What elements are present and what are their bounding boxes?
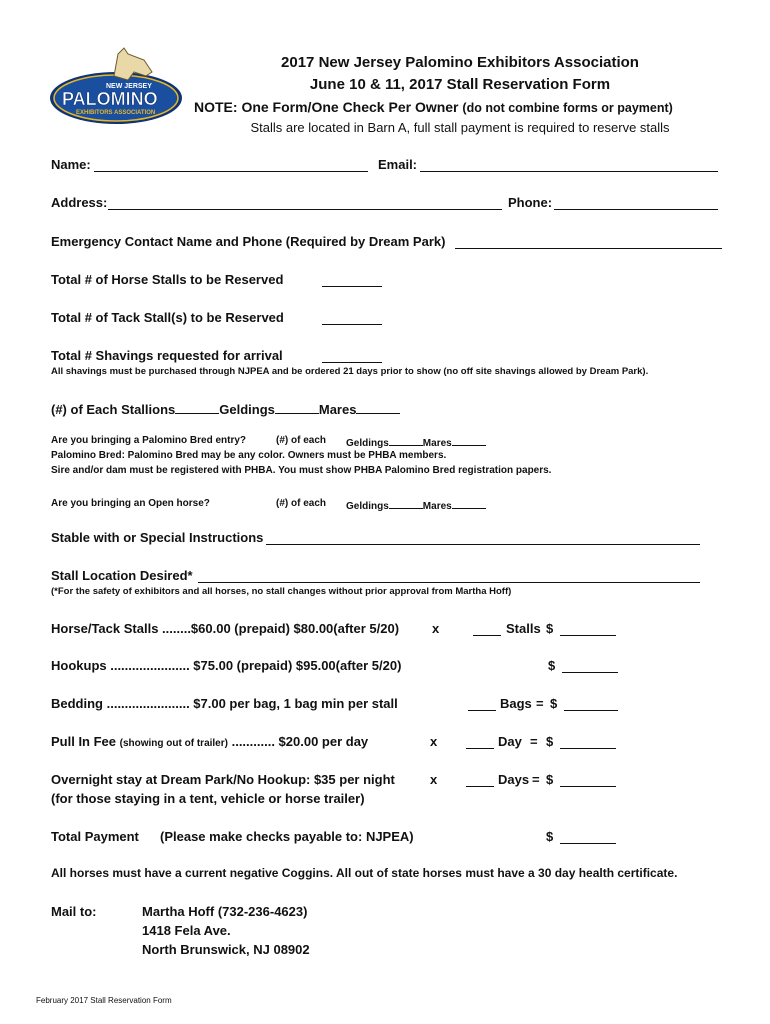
tack-stalls-input[interactable] [322, 311, 382, 325]
footer-text: February 2017 Stall Reservation Form [36, 996, 172, 1005]
address-label: Address: [51, 195, 108, 210]
overnight-total-input[interactable] [560, 773, 616, 787]
horse-tack-qty-input[interactable] [473, 622, 501, 636]
total-payment-note: (Please make checks payable to: NJPEA) [160, 829, 414, 844]
palomino-bred-line2: Palomino Bred: Palomino Bred may be any color. Owners must be PHBA members. [51, 450, 447, 461]
address-input[interactable] [108, 196, 502, 210]
palomino-bred-geldings-label: Geldings [346, 438, 389, 449]
overnight-fee-line1: Overnight stay at Dream Park/No Hookup: $35 per night [51, 772, 395, 787]
overnight-qty-input[interactable] [466, 773, 494, 787]
total-dollar: $ [546, 829, 554, 844]
hookups-dollar: $ [548, 658, 556, 673]
palomino-bred-counts [346, 435, 486, 449]
mail-city: North Brunswick, NJ 08902 [142, 942, 310, 957]
palomino-logo [48, 46, 188, 126]
open-horse-mares-input[interactable] [452, 498, 486, 509]
bedding-equals: = [536, 696, 544, 711]
pull-in-total-input[interactable] [560, 735, 616, 749]
palomino-bred-of-each: (#) of each [276, 435, 327, 446]
logo-top-text: NEW JERSEY [106, 83, 152, 90]
pull-in-x: x [430, 734, 438, 749]
overnight-x: x [430, 772, 438, 787]
open-horse-question: Are you bringing an Open horse? [51, 498, 210, 509]
header-note-paren: (do not combine forms or payment) [462, 101, 673, 115]
phone-input[interactable] [554, 196, 718, 210]
emergency-input[interactable] [455, 235, 722, 249]
palomino-bred-line3: Sire and/or dam must be registered with PHBA. You must show PHBA Palomino Bred registration papers. [51, 465, 552, 476]
hookups-fee: Hookups ...................... $75.00 (prepaid) $95.00(after 5/20) [51, 658, 402, 673]
bags-unit: Bags [500, 696, 532, 711]
emergency-label: Emergency Contact Name and Phone (Required by Dream Park) [51, 234, 446, 249]
shavings-note: All shavings must be purchased through NJPEA and be ordered 21 days prior to show (no off site shavings allowed by Dream Park). [51, 366, 649, 377]
bedding-dollar: $ [550, 696, 558, 711]
email-label: Email: [378, 157, 418, 172]
palomino-bred-geldings-input[interactable] [389, 435, 423, 446]
day-unit: Day [498, 734, 522, 749]
header-title-line2: June 10 & 11, 2017 Stall Reservation Form [309, 76, 611, 93]
stallions-input[interactable] [175, 400, 219, 414]
email-input[interactable] [420, 158, 718, 172]
mares-label: Mares [318, 402, 357, 417]
horse-stalls-label: Total # of Horse Stalls to be Reserved [51, 272, 284, 287]
stalls-unit: Stalls [506, 621, 541, 636]
header-note [194, 99, 673, 115]
hookups-total-input[interactable] [562, 659, 618, 673]
open-horse-of-each: (#) of each [276, 498, 327, 509]
pull-in-fee [51, 734, 368, 749]
pull-in-main: Pull In Fee [51, 734, 117, 749]
geldings-label: Geldings [219, 402, 275, 417]
open-horse-counts [346, 498, 486, 512]
logo-main-text: PALOMINO [62, 89, 158, 109]
total-payment-label: Total Payment [51, 829, 139, 844]
palomino-bred-mares-label: Mares [422, 438, 452, 449]
tack-stalls-label: Total # of Tack Stall(s) to be Reserved [51, 310, 284, 325]
header-note-main: NOTE: One Form/One Check Per Owner [194, 99, 459, 115]
name-label: Name: [51, 157, 91, 172]
stallions-label: (#) of Each Stallions [51, 402, 176, 417]
name-input[interactable] [94, 158, 368, 172]
horse-tack-total-input[interactable] [560, 622, 616, 636]
open-horse-geldings-input[interactable] [389, 498, 423, 509]
stall-location-note: (*For the safety of exhibitors and all horses, no stall changes without prior approval from Martha Hoff) [51, 586, 512, 597]
pull-in-equals: = [530, 734, 538, 749]
bags-qty-input[interactable] [468, 697, 496, 711]
logo-bottom-text: EXHIBITORS ASSOCIATION [76, 110, 156, 116]
pull-in-rest: ............ $20.00 per day [231, 734, 369, 749]
overnight-fee-line2: (for those staying in a tent, vehicle or horse trailer) [51, 791, 365, 806]
total-payment-input[interactable] [560, 830, 616, 844]
phone-label: Phone: [508, 195, 553, 210]
horse-tack-fee: Horse/Tack Stalls ........$60.00 (prepaid) $80.00(after 5/20) [51, 621, 400, 636]
mail-street: 1418 Fela Ave. [142, 923, 231, 938]
stable-with-label: Stable with or Special Instructions [51, 530, 264, 545]
pull-in-dollar: $ [546, 734, 554, 749]
mail-name-phone: Martha Hoff (732-236-4623) [142, 904, 308, 919]
open-horse-geldings-label: Geldings [346, 501, 389, 512]
mares-input[interactable] [356, 400, 400, 414]
shavings-input[interactable] [322, 349, 382, 363]
each-row [51, 400, 400, 417]
pull-in-qty-input[interactable] [466, 735, 494, 749]
bedding-total-input[interactable] [564, 697, 618, 711]
bedding-fee: Bedding ....................... $7.00 per bag, 1 bag min per stall [51, 696, 398, 711]
header-subline: Stalls are located in Barn A, full stall payment is required to reserve stalls [250, 120, 670, 135]
geldings-input[interactable] [275, 400, 319, 414]
pull-in-small: (showing out of trailer) [119, 738, 228, 749]
open-horse-mares-label: Mares [422, 501, 452, 512]
horse-tack-x: x [432, 621, 440, 636]
shavings-label: Total # Shavings requested for arrival [51, 348, 283, 363]
coggins-note: All horses must have a current negative Coggins. All out of state horses must have a 30 day health certificate. [51, 866, 678, 880]
header-title-line1: 2017 New Jersey Palomino Exhibitors Association [281, 54, 639, 71]
days-unit: Days [498, 772, 530, 787]
horse-tack-dollar: $ [546, 621, 554, 636]
overnight-dollar: $ [546, 772, 554, 787]
horse-stalls-input[interactable] [322, 273, 382, 287]
palomino-bred-question: Are you bringing a Palomino Bred entry? [51, 435, 247, 446]
palomino-bred-mares-input[interactable] [452, 435, 486, 446]
stable-with-input[interactable] [266, 531, 700, 545]
mail-label: Mail to: [51, 904, 97, 919]
overnight-equals: = [532, 772, 540, 787]
stall-location-input[interactable] [198, 569, 700, 583]
stall-location-label: Stall Location Desired* [51, 568, 193, 583]
